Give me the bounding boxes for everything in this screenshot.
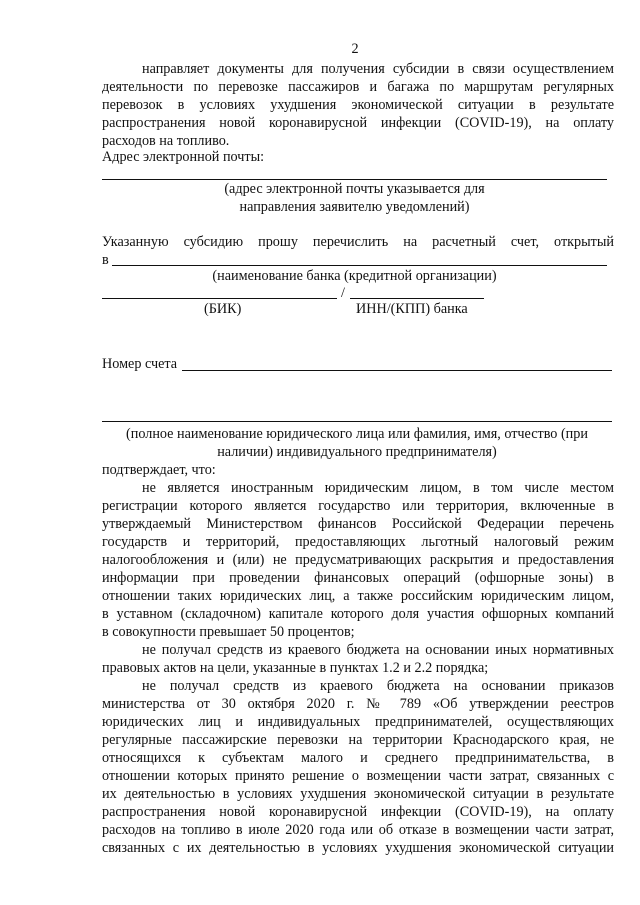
subsidy-line: Указанную субсидию прошу перечислить на расчетный счет, открытый [102,234,614,250]
item3-line: связанных с их деятельностью в условиях ухудшения экономической ситуации [102,840,614,856]
item1-line: регистрации которого является государство или территория, включенные в [102,498,614,514]
entity-field-line[interactable] [102,421,612,422]
entity-hint: наличии) индивидуального предпринимателя) [217,444,497,460]
account-field-line[interactable] [182,370,612,371]
item3-line: юридических лиц и индивидуальных предпринимателей, осуществляющих [102,714,614,730]
item3-line: относящихся к субъектам малого и среднего предпринимательства, в [102,750,614,766]
item3-line: их деятельностью в условиях ухудшения экономической ситуации в результате [102,786,614,802]
bank-field-line[interactable] [112,265,607,266]
intro-line: перевозок в условиях ухудшения экономической ситуации в результате [102,97,614,113]
slash-separator: / [341,285,345,301]
intro-line: направляет документы для получения субсидии в связи осуществлением [142,61,614,77]
page-number: 2 [351,41,359,57]
item1-line: в уставном (складочном) капитале которого доля участия офшорных компаний [102,606,614,622]
item1-line: в совокупности превышает 50 процентов; [102,624,355,640]
bik-label: (БИК) [204,301,242,317]
bank-hint: (наименование банка (кредитной организации) [212,268,497,284]
inn-label: ИНН/(КПП) банка [356,301,468,317]
item1-line: информации при проведении финансовых операций (офшорные зоны) в [102,570,614,586]
item3-line: отношении которых принято решение о возмещении части затрат, связанных с [102,768,614,784]
intro-line: распространения новой коронавирусной инфекции (COVID-19), на оплату [102,115,614,131]
email-hint: направления заявителю уведомлений) [239,199,470,215]
bik-field-line[interactable] [102,298,337,299]
item3-line: не получал средств из краевого бюджета на основании приказов [142,678,614,694]
entity-hint: (полное наименование юридического лица или фамилия, имя, отчество (при [126,426,588,442]
email-label: Адрес электронной почты: [102,149,265,165]
item1-line: отношении таких юридических лиц, а также российским юридическим лицом, [102,588,614,604]
item2-line: не получал средств из краевого бюджета на основании иных нормативных [142,642,614,658]
intro-line: расходов на топливо. [102,133,230,149]
email-hint: (адрес электронной почты указывается для [224,181,485,197]
item3-line: распространения новой коронавирусной инфекции (COVID-19), на оплату [102,804,614,820]
item3-line: регулярные пассажирские перевозки на территории Краснодарского края, не [102,732,614,748]
confirms-label: подтверждает, что: [102,462,216,478]
item1-line: утверждаемый Министерством финансов Российской Федерации перечень [102,516,614,532]
inn-field-line[interactable] [350,298,484,299]
intro-line: деятельности по перевозке пассажиров и багажа по маршрутам регулярных [102,79,614,95]
item1-line: не является иностранным юридическим лицом, в том числе местом [142,480,614,496]
account-label: Номер счета [102,356,178,372]
item1-line: государств и территорий, предоставляющих льготный налоговый режим [102,534,614,550]
item3-line: расходов на топливо в июле 2020 года или об отказе в возмещении части затрат, [102,822,614,838]
item1-line: налогообложения и (или) не предусматривающих раскрытия и предоставления [102,552,614,568]
item2-line: правовых актов на цели, указанные в пунктах 1.2 и 2.2 порядка; [102,660,489,676]
subsidy-prefix: в [102,252,109,268]
item3-line: министерства от 30 октября 2020 г. № 789 «Об утверждении реестров [102,696,614,712]
